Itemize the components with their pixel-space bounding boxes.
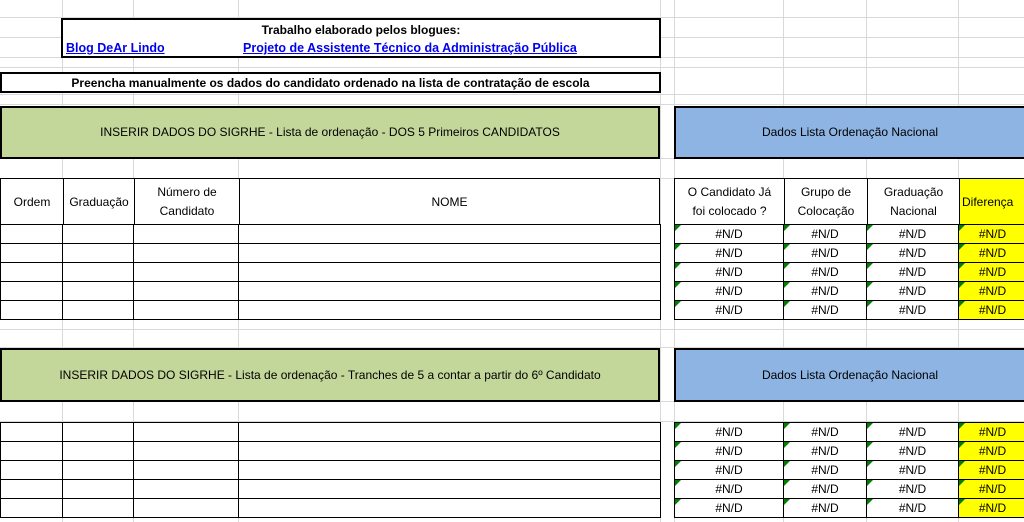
numero-candidato-cell[interactable] — [134, 225, 239, 244]
section2-left-table — [0, 422, 661, 518]
section1-green-header: INSERIR DADOS DO SIGRHE - Lista de ordenação - DOS 5 Primeiros CANDIDATOS — [0, 106, 660, 159]
numero-candidato-cell[interactable] — [134, 301, 239, 320]
numero-candidato-cell[interactable] — [134, 244, 239, 263]
na-value: #N/D — [811, 284, 839, 298]
grupo-cell[interactable] — [784, 461, 867, 480]
na-value: #N/D — [898, 227, 927, 241]
error-indicator-icon — [675, 301, 681, 307]
grupo-cell[interactable] — [784, 225, 867, 244]
error-indicator-icon — [675, 423, 681, 429]
numero-candidato-cell[interactable] — [134, 282, 239, 301]
na-value: #N/D — [715, 227, 743, 241]
error-indicator-icon — [784, 225, 790, 231]
graduacao-cell[interactable] — [63, 244, 134, 263]
header-grupo-l1: Grupo de — [800, 184, 852, 199]
error-indicator-icon — [784, 244, 790, 250]
info-box-title: Trabalho elaborado pelos blogues: — [261, 23, 461, 37]
na-value: #N/D — [898, 303, 927, 317]
error-indicator-icon — [867, 225, 873, 231]
header-graduacao-label: Graduação — [69, 194, 129, 209]
section1-left-table — [0, 224, 661, 320]
nome-cell[interactable] — [239, 461, 661, 480]
grupo-cell[interactable] — [784, 301, 867, 320]
error-indicator-icon — [867, 423, 873, 429]
numero-candidato-cell[interactable] — [134, 263, 239, 282]
grupo-cell[interactable] — [784, 244, 867, 263]
nome-cell[interactable] — [239, 480, 661, 499]
na-value: #N/D — [715, 425, 743, 439]
error-indicator-icon — [675, 480, 681, 486]
header-nome-label: NOME — [431, 194, 468, 209]
nome-cell[interactable] — [239, 499, 661, 518]
header-grad-l1: Graduação — [883, 184, 944, 199]
colocado-cell[interactable] — [675, 301, 784, 320]
colocado-cell[interactable] — [675, 480, 784, 499]
error-indicator-icon — [959, 480, 965, 486]
error-indicator-icon — [867, 480, 873, 486]
section2-right-table — [674, 422, 1024, 518]
error-indicator-icon — [675, 442, 681, 448]
grupo-cell[interactable] — [784, 480, 867, 499]
diferenca-cell[interactable] — [959, 442, 1024, 461]
error-indicator-icon — [867, 282, 873, 288]
error-indicator-icon — [784, 282, 790, 288]
colocado-cell[interactable] — [675, 282, 784, 301]
header-ordem: Ordem — [13, 194, 51, 209]
na-value: #N/D — [898, 284, 927, 298]
table-row — [1, 442, 661, 461]
na-value: #N/D — [811, 501, 839, 515]
header-graduacao — [63, 179, 134, 224]
error-indicator-icon — [675, 225, 681, 231]
error-indicator-icon — [867, 263, 873, 269]
error-indicator-icon — [959, 263, 965, 269]
info-box — [61, 18, 661, 58]
error-indicator-icon — [675, 499, 681, 505]
error-indicator-icon — [959, 225, 965, 231]
table-row — [675, 282, 1024, 301]
error-indicator-icon — [867, 244, 873, 250]
right-header-row — [674, 178, 1024, 225]
na-value: #N/D — [898, 444, 927, 458]
graduacao-nacional-cell[interactable] — [867, 263, 959, 282]
ordem-cell[interactable] — [1, 263, 63, 282]
na-value: #N/D — [715, 303, 743, 317]
graduacao-nacional-cell[interactable] — [867, 225, 959, 244]
error-indicator-icon — [784, 263, 790, 269]
diferenca-cell[interactable] — [959, 461, 1024, 480]
table-row — [1, 263, 661, 282]
error-indicator-icon — [867, 442, 873, 448]
numero-candidato-cell[interactable] — [134, 442, 239, 461]
header-diferenca — [959, 179, 1024, 224]
error-indicator-icon — [784, 423, 790, 429]
error-indicator-icon — [784, 461, 790, 467]
numero-candidato-cell[interactable] — [134, 423, 239, 442]
graduacao-cell[interactable] — [63, 301, 134, 320]
error-indicator-icon — [675, 461, 681, 467]
ordem-cell[interactable] — [1, 301, 63, 320]
na-value: #N/D — [715, 265, 743, 279]
ordem-cell[interactable] — [1, 244, 63, 263]
header-numero-candidato — [134, 179, 239, 224]
graduacao-cell[interactable] — [63, 225, 134, 244]
nome-cell[interactable] — [239, 442, 661, 461]
na-value: #N/D — [715, 444, 743, 458]
graduacao-cell[interactable] — [63, 499, 134, 518]
error-indicator-icon — [959, 282, 965, 288]
na-value: #N/D — [898, 482, 927, 496]
grupo-cell[interactable] — [784, 499, 867, 518]
error-indicator-icon — [675, 263, 681, 269]
error-indicator-icon — [675, 244, 681, 250]
header-colocado-l1: O Candidato Já — [687, 184, 772, 199]
grupo-cell[interactable] — [784, 423, 867, 442]
colocado-cell[interactable] — [675, 423, 784, 442]
table-row — [675, 461, 1024, 480]
na-value: #N/D — [715, 246, 743, 260]
na-value: #N/D — [715, 501, 743, 515]
na-value: #N/D — [898, 463, 927, 477]
colocado-cell[interactable] — [675, 244, 784, 263]
numero-candidato-cell[interactable] — [134, 480, 239, 499]
error-indicator-icon — [959, 423, 965, 429]
ordem-cell[interactable] — [1, 480, 63, 499]
header-grupo — [784, 179, 867, 224]
diferenca-cell[interactable] — [959, 301, 1024, 320]
error-indicator-icon — [784, 499, 790, 505]
ordem-cell[interactable] — [1, 442, 63, 461]
numero-candidato-cell[interactable] — [134, 499, 239, 518]
graduacao-nacional-cell[interactable] — [867, 480, 959, 499]
na-value: #N/D — [715, 284, 743, 298]
error-indicator-icon — [959, 461, 965, 467]
table-row — [1, 499, 661, 518]
section1-right-table — [674, 224, 1024, 320]
na-value: #N/D — [978, 284, 1007, 298]
projeto-assistente-tecnico-link[interactable]: Projeto de Assistente Técnico da Administração Pública — [243, 41, 577, 55]
table-row — [675, 423, 1024, 442]
table-row — [675, 263, 1024, 282]
graduacao-cell[interactable] — [63, 423, 134, 442]
na-value: #N/D — [811, 444, 839, 458]
ordem-cell[interactable] — [1, 423, 63, 442]
ordem-cell[interactable] — [1, 225, 63, 244]
na-value: #N/D — [811, 303, 839, 317]
graduacao-cell[interactable] — [63, 442, 134, 461]
error-indicator-icon — [784, 301, 790, 307]
error-indicator-icon — [867, 301, 873, 307]
table-row — [675, 442, 1024, 461]
header-colocado — [675, 179, 784, 224]
diferenca-cell[interactable] — [959, 282, 1024, 301]
header-diferenca-label: Diferença — [962, 194, 1014, 209]
table-row — [1, 282, 661, 301]
nome-cell[interactable] — [239, 263, 661, 282]
na-value: #N/D — [811, 482, 839, 496]
error-indicator-icon — [959, 499, 965, 505]
table-row — [1, 480, 661, 499]
error-indicator-icon — [675, 282, 681, 288]
na-value: #N/D — [978, 265, 1007, 279]
table-row — [1, 423, 661, 442]
na-value: #N/D — [715, 482, 743, 496]
na-value: #N/D — [978, 463, 1007, 477]
ordem-cell[interactable] — [1, 282, 63, 301]
grupo-cell[interactable] — [784, 263, 867, 282]
na-value: #N/D — [978, 227, 1007, 241]
header-colocado-l2: foi colocado ? — [692, 203, 767, 218]
header-grad-l2: Nacional — [890, 203, 937, 218]
na-value: #N/D — [978, 444, 1007, 458]
na-value: #N/D — [811, 227, 839, 241]
na-value: #N/D — [978, 303, 1007, 317]
table-row — [675, 301, 1024, 320]
ordem-cell[interactable] — [1, 461, 63, 480]
nome-cell[interactable] — [239, 225, 661, 244]
section2-blue-header: Dados Lista Ordenação Nacional — [674, 348, 1024, 402]
error-indicator-icon — [959, 301, 965, 307]
table-row — [675, 480, 1024, 499]
na-value: #N/D — [978, 425, 1007, 439]
na-value: #N/D — [811, 246, 839, 260]
graduacao-cell[interactable] — [63, 263, 134, 282]
table-row — [1, 225, 661, 244]
na-value: #N/D — [898, 501, 927, 515]
blog-dear-lindo-link[interactable]: Blog DeAr Lindo — [66, 41, 165, 55]
diferenca-cell[interactable] — [959, 263, 1024, 282]
graduacao-nacional-cell[interactable] — [867, 461, 959, 480]
error-indicator-icon — [784, 442, 790, 448]
graduacao-nacional-cell[interactable] — [867, 499, 959, 518]
grupo-cell[interactable] — [784, 282, 867, 301]
error-indicator-icon — [867, 461, 873, 467]
error-indicator-icon — [784, 480, 790, 486]
graduacao-cell[interactable] — [63, 282, 134, 301]
graduacao-cell[interactable] — [63, 480, 134, 499]
na-value: #N/D — [978, 246, 1007, 260]
nome-cell[interactable] — [239, 301, 661, 320]
na-value: #N/D — [811, 265, 839, 279]
section2-green-header: INSERIR DADOS DO SIGRHE - Lista de ordenação - Tranches de 5 a contar a partir do 6º Candidato — [0, 348, 660, 402]
header-numero-l1: Número de — [157, 184, 217, 199]
na-value: #N/D — [811, 463, 839, 477]
na-value: #N/D — [898, 246, 927, 260]
section1-blue-header: Dados Lista Ordenação Nacional — [674, 106, 1024, 159]
graduacao-nacional-cell[interactable] — [867, 301, 959, 320]
error-indicator-icon — [959, 442, 965, 448]
header-numero-l2: Candidato — [159, 203, 215, 218]
header-graduacao-nacional — [867, 179, 959, 224]
grupo-cell[interactable] — [784, 442, 867, 461]
error-indicator-icon — [867, 499, 873, 505]
ordem-cell[interactable] — [1, 499, 63, 518]
nome-cell[interactable] — [239, 282, 661, 301]
graduacao-nacional-cell[interactable] — [867, 282, 959, 301]
diferenca-cell[interactable] — [959, 423, 1024, 442]
header-grupo-l2: Colocação — [797, 203, 855, 218]
na-value: #N/D — [898, 425, 927, 439]
colocado-cell[interactable] — [675, 461, 784, 480]
na-value: #N/D — [898, 265, 927, 279]
table-row — [1, 301, 661, 320]
na-value: #N/D — [978, 482, 1007, 496]
instruction-banner: Preencha manualmente os dados do candidato ordenado na lista de contratação de escola — [0, 72, 661, 93]
numero-candidato-cell[interactable] — [134, 461, 239, 480]
error-indicator-icon — [959, 244, 965, 250]
diferenca-cell[interactable] — [959, 499, 1024, 518]
table-row — [675, 499, 1024, 518]
na-value: #N/D — [715, 463, 743, 477]
colocado-cell[interactable] — [675, 263, 784, 282]
colocado-cell[interactable] — [675, 499, 784, 518]
graduacao-nacional-cell[interactable] — [867, 442, 959, 461]
table-row — [675, 244, 1024, 263]
na-value: #N/D — [978, 501, 1007, 515]
na-value: #N/D — [811, 425, 839, 439]
header-nome — [239, 179, 659, 224]
graduacao-nacional-cell[interactable] — [867, 244, 959, 263]
nome-cell[interactable] — [239, 423, 661, 442]
table-row — [1, 461, 661, 480]
table-row — [675, 225, 1024, 244]
diferenca-cell[interactable] — [959, 480, 1024, 499]
left-header-row — [0, 178, 660, 225]
colocado-cell[interactable] — [675, 442, 784, 461]
nome-cell[interactable] — [239, 244, 661, 263]
diferenca-cell[interactable] — [959, 225, 1024, 244]
colocado-cell[interactable] — [675, 225, 784, 244]
table-row — [1, 244, 661, 263]
graduacao-cell[interactable] — [63, 461, 134, 480]
graduacao-nacional-cell[interactable] — [867, 423, 959, 442]
diferenca-cell[interactable] — [959, 244, 1024, 263]
